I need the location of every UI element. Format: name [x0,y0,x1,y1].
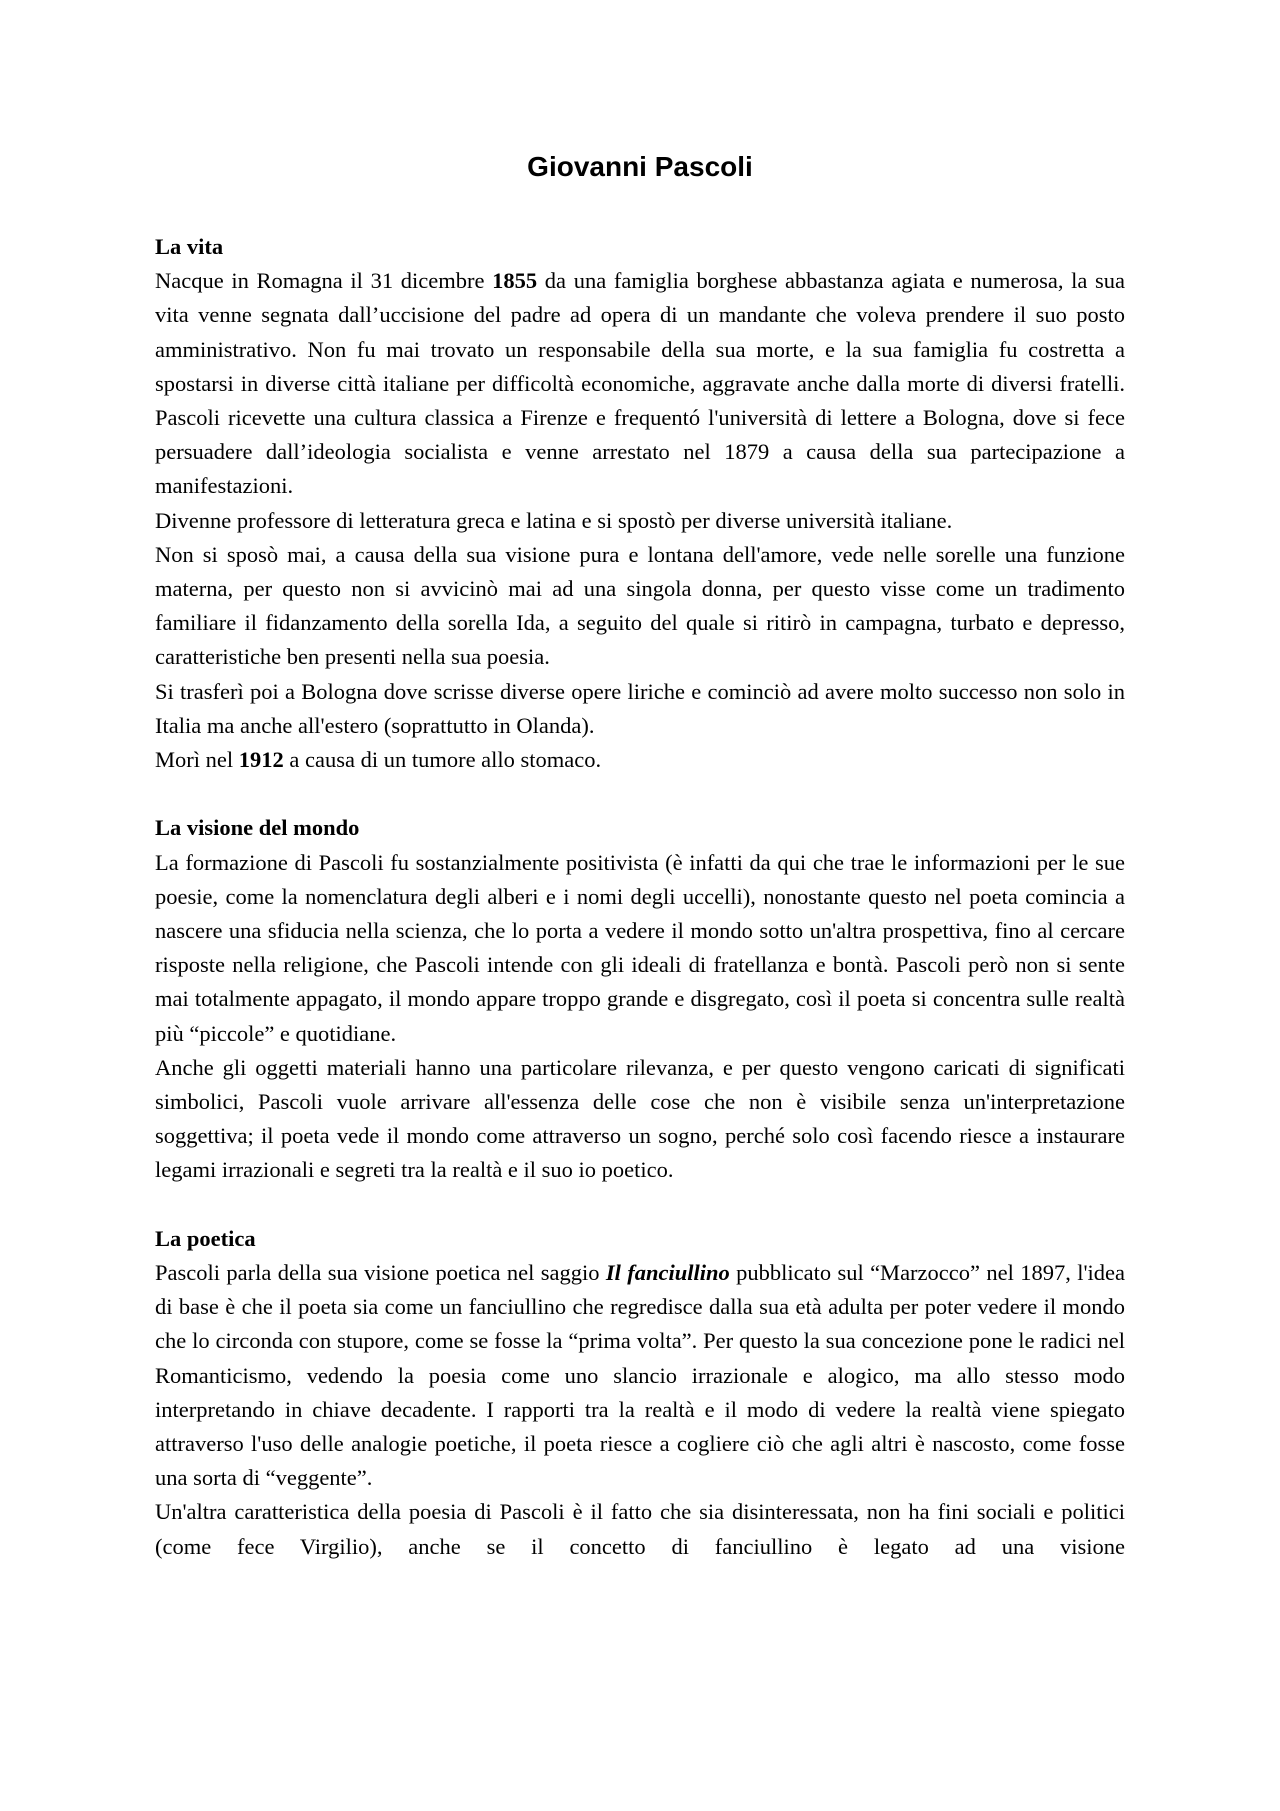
section-spacer [155,1188,1125,1222]
text-run: pubblicato sul “Marzocco” nel 1897, l'idea di base è che il poeta sia come un fanciullino che regredisce dalla sua età adulta per poter vedere il mondo che lo circonda con stupore, come se fosse la “prima volta”. Per questo la sua concezione pone le radici nel Romanticismo, vedendo la poesia come uno slancio irrazionale e alogico, ma allo stesso modo interpretando in chiave decadente. I rapporti tra la realtà e il modo di vedere la realtà viene spiegato attraverso l'uso delle analogie poetiche, il poeta riesce a cogliere ciò che agli altri è nascosto, come fosse una sorta di “veggente”. [155,1260,1125,1491]
section-heading-visione: La visione del mondo [155,815,360,841]
paragraph-vita-1 [155,264,1125,503]
year-birth: 1855 [492,268,538,294]
section-heading-vita: La vita [155,234,224,259]
paragraph-vita-4: Si trasferì poi a Bologna dove scrisse diverse opere liriche e cominciò ad avere molto successo non solo in Italia ma anche all'estero (soprattutto in Olanda). [155,678,1125,738]
section-la-vita [155,230,1125,777]
section-la-poetica [155,1222,1125,1564]
paragraph-poetica-2: Un'altra caratteristica della poesia di Pascoli è il fatto che sia disinteressata, non ha fini sociali e politici (come fece Virgilio), anche se il concetto di fanciullino è legato ad una visione [155,1499,1125,1559]
section-visione-del-mondo [155,811,1125,1187]
document-page [155,150,1125,1564]
section-spacer [155,777,1125,811]
work-title: Il fanciullino [605,1260,730,1286]
page-title: Giovanni Pascoli [527,151,753,182]
paragraph-visione-1: La formazione di Pascoli fu sostanzialmente positivista (è infatti da qui che trae le informazioni per le sue poesie, come la nomenclatura degli alberi e i nomi degli uccelli), nonostante questo nel poeta comincia a nascere una sfiducia nella scienza, che lo porta a vedere il mondo sotto un'altra prospettiva, fino al cercare risposte nella religione, che Pascoli intende con gli ideali di fratellanza e bontà. Pascoli però non si sente mai totalmente appagato, il mondo appare troppo grande e disgregato, così il poeta si concentra sulle realtà più “piccole” e quotidiane. [155,849,1125,1046]
text-run: da una famiglia borghese abbastanza agiata e numerosa, la sua vita venne segnata dall’uccisione del padre ad opera di un mandante che voleva prendere il suo posto amministrativo. Non fu mai trovato un responsabile della sua morte, e la sua famiglia fu costretta a spostarsi in diverse città italiane per difficoltà economiche, aggravate anche dalla morte di diversi fratelli. Pascoli ricevette una cultura classica a Firenze e frequentó l'università di lettere a Bologna, dove si fece persuadere dall’ideologia socialista e venne arrestato nel 1879 a causa della sua partecipazione a manifestazioni. [155,268,1125,499]
text-run: a causa di un tumore allo stomaco. [283,747,602,773]
paragraph-visione-2: Anche gli oggetti materiali hanno una particolare rilevanza, e per questo vengono caricati di significati simbolici, Pascoli vuole arrivare all'essenza delle cose che non è visibile senza un'interpretazione soggettiva; il poeta vede il mondo come attraverso un sogno, perché solo così facendo riesce a instaurare legami irrazionali e segreti tra la realtà e il suo io poetico. [155,1054,1125,1183]
paragraph-vita-3: Non si sposò mai, a causa della sua visione pura e lontana dell'amore, vede nelle sorelle una funzione materna, per questo non si avvicinò mai ad una singola donna, per questo visse come un tradimento familiare il fidanzamento della sorella Ida, a seguito del quale si ritirò in campagna, turbato e depresso, caratteristiche ben presenti nella sua poesia. [155,541,1125,670]
text-run: Pascoli parla della sua visione poetica nel saggio [155,1260,606,1286]
text-run: Nacque in Romagna il 31 dicembre [155,268,493,294]
paragraph-vita-2: Divenne professore di letteratura greca e latina e si spostò per diverse università italiane. [155,507,953,533]
section-heading-poetica: La poetica [155,1225,256,1251]
year-death: 1912 [238,747,284,773]
text-run: Morì nel [155,747,239,773]
paragraph-poetica-1 [155,1256,1125,1495]
paragraph-vita-5 [155,743,1125,777]
